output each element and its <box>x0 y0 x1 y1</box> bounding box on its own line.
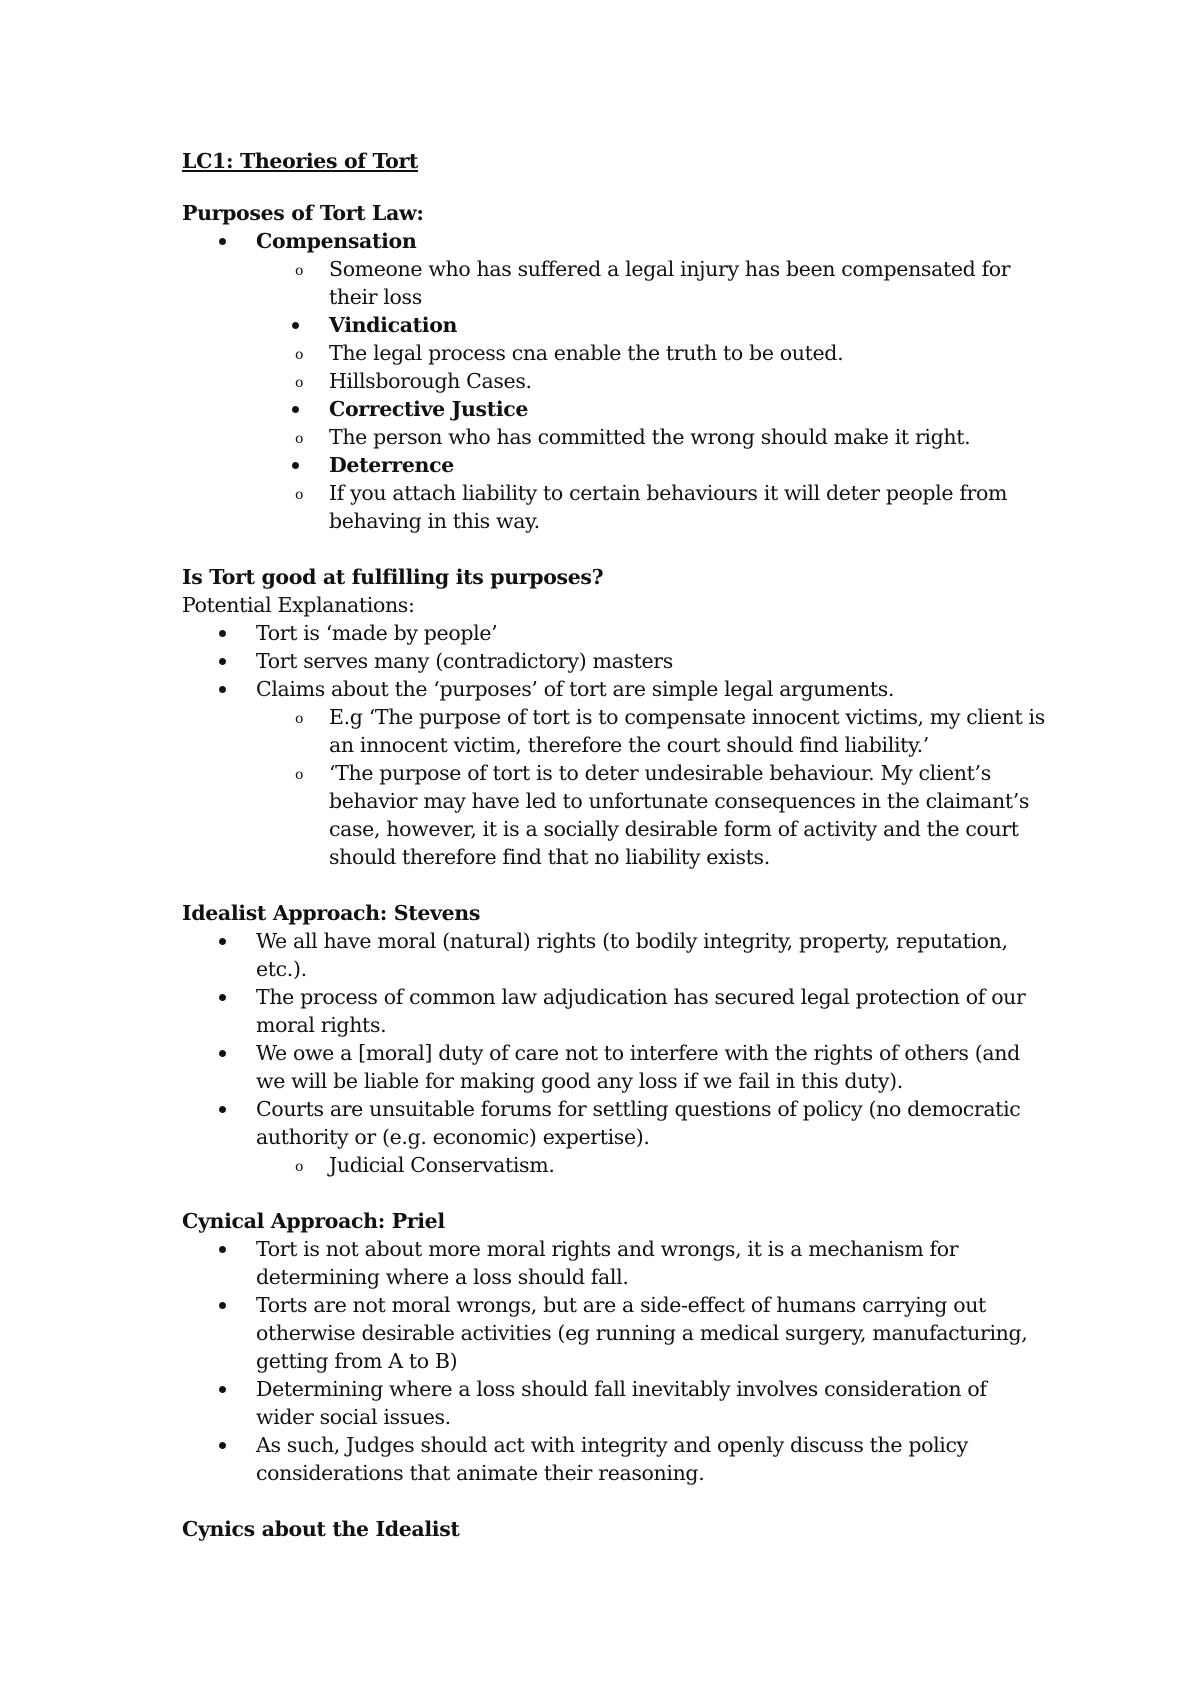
list-item-text: We all have moral (natural) rights (to bodily integrity, property, reputation, <box>256 929 1008 953</box>
list-item-text: We owe a [moral] duty of care not to interfere with the rights of others (and <box>256 1041 1020 1065</box>
list-item-deterrence: Deterrence <box>329 453 454 477</box>
list-item-text: moral rights. <box>256 1013 387 1037</box>
list-item-text: As such, Judges should act with integrity and openly discuss the policy <box>256 1433 968 1457</box>
bullet-icon <box>219 658 226 665</box>
list-item-text: Determining where a loss should fall inevitably involves consideration of <box>256 1377 987 1401</box>
list-item-corrective-justice: Corrective Justice <box>329 397 529 421</box>
list-item-text: Someone who has suffered a legal injury has been compensated for <box>329 257 1011 281</box>
bullet-icon <box>219 1050 226 1057</box>
list-item-text: case, however, it is a socially desirable form of activity and the court <box>329 817 1019 841</box>
bullet-icon <box>219 630 226 637</box>
bullet-icon <box>219 1302 226 1309</box>
list-item-text: Tort is not about more moral rights and wrongs, it is a mechanism for <box>256 1237 959 1261</box>
list-item-text: The person who has committed the wrong should make it right. <box>329 425 971 449</box>
bullet-icon <box>219 1106 226 1113</box>
list-item-text: The process of common law adjudication has secured legal protection of our <box>256 985 1026 1009</box>
sub-bullet-icon: o <box>295 487 304 503</box>
sub-bullet-icon: o <box>295 711 304 727</box>
list-item-text: determining where a loss should fall. <box>256 1265 629 1289</box>
bullet-icon <box>292 322 299 329</box>
list-item-text: The legal process cna enable the truth to be outed. <box>329 341 844 365</box>
sub-bullet-icon: o <box>295 431 304 447</box>
list-item-text: Torts are not moral wrongs, but are a side-effect of humans carrying out <box>256 1293 986 1317</box>
list-item-text: otherwise desirable activities (eg running a medical surgery, manufacturing, <box>256 1321 1028 1345</box>
bullet-icon <box>219 1386 226 1393</box>
bullet-icon <box>292 462 299 469</box>
list-item-text: Judicial Conservatism. <box>329 1153 555 1177</box>
bullet-icon <box>219 1442 226 1449</box>
bullet-icon <box>292 406 299 413</box>
bullet-icon <box>219 686 226 693</box>
section-heading-idealist: Idealist Approach: Stevens <box>182 901 481 925</box>
list-item-compensation: Compensation <box>256 229 417 253</box>
list-item-text: Claims about the ‘purposes’ of tort are simple legal arguments. <box>256 677 895 701</box>
list-item-text: Courts are unsuitable forums for settling questions of policy (no democratic <box>256 1097 1021 1121</box>
bullet-icon <box>219 1246 226 1253</box>
list-item-text: we will be liable for making good any loss if we fail in this duty). <box>256 1069 903 1093</box>
bullet-icon <box>219 938 226 945</box>
list-item-text: behaving in this way. <box>329 509 540 533</box>
sub-bullet-icon: o <box>295 1159 304 1175</box>
bullet-icon <box>219 238 226 245</box>
list-item-text: E.g ‘The purpose of tort is to compensate innocent victims, my client is <box>329 705 1045 729</box>
list-item-text: Tort is ‘made by people’ <box>256 621 498 645</box>
list-item-text: an innocent victim, therefore the court should find liability.’ <box>329 733 929 757</box>
list-item-text: considerations that animate their reasoning. <box>256 1461 705 1485</box>
list-item-text: etc.). <box>256 957 307 981</box>
section-heading-cynical: Cynical Approach: Priel <box>182 1209 445 1233</box>
list-item-text: their loss <box>329 285 422 309</box>
list-item-text: authority or (e.g. economic) expertise). <box>256 1125 650 1149</box>
section-heading-cynics: Cynics about the Idealist <box>182 1517 460 1541</box>
list-item-text: getting from A to B) <box>256 1349 458 1373</box>
subheading-explanations: Potential Explanations: <box>182 593 415 617</box>
sub-bullet-icon: o <box>295 263 304 279</box>
section-heading-fulfilling: Is Tort good at fulfilling its purposes? <box>182 565 604 589</box>
list-item-text: ‘The purpose of tort is to deter undesirable behaviour. My client’s <box>329 761 991 785</box>
list-item-text: Hillsborough Cases. <box>329 369 532 393</box>
sub-bullet-icon: o <box>295 375 304 391</box>
doc-title: LC1: Theories of Tort <box>182 149 419 173</box>
list-item-text: Tort serves many (contradictory) masters <box>256 649 673 673</box>
sub-bullet-icon: o <box>295 347 304 363</box>
list-item-text: If you attach liability to certain behaviours it will deter people from <box>329 481 1008 505</box>
bullet-icon <box>219 994 226 1001</box>
list-item-text: should therefore find that no liability exists. <box>329 845 770 869</box>
sub-bullet-icon: o <box>295 767 304 783</box>
list-item-text: wider social issues. <box>256 1405 451 1429</box>
list-item-vindication: Vindication <box>329 313 458 337</box>
list-item-text: behavior may have led to unfortunate consequences in the claimant’s <box>329 789 1030 813</box>
section-heading-purposes: Purposes of Tort Law: <box>182 201 424 225</box>
